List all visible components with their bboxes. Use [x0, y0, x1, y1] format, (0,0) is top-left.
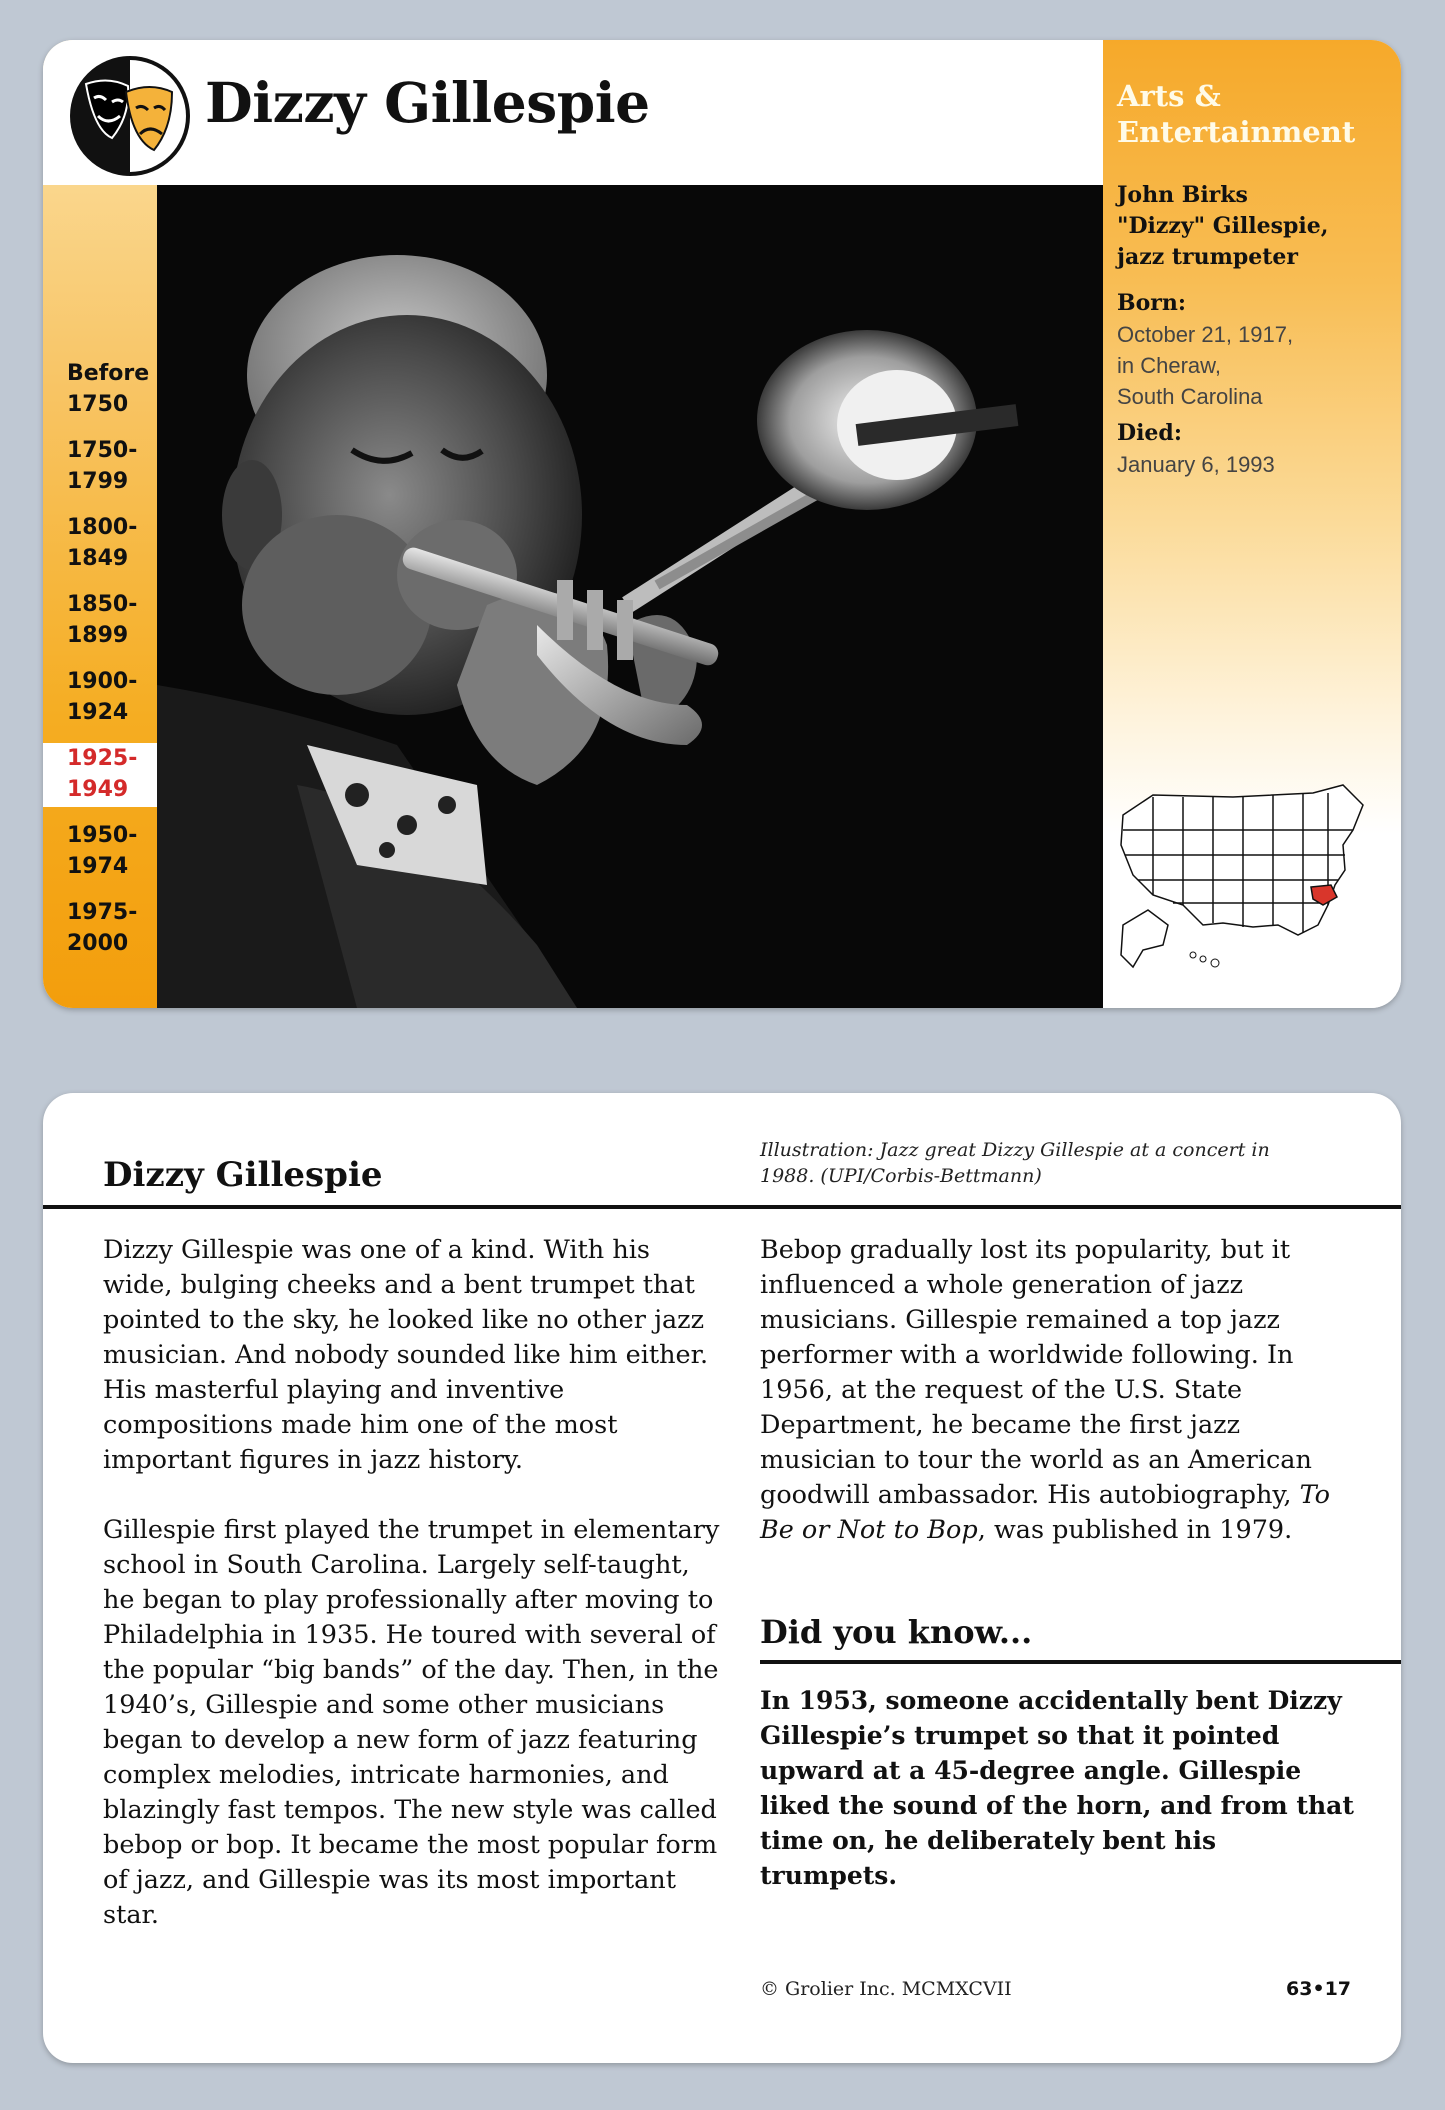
illustration-caption: [760, 1137, 1320, 1189]
us-map-icon: [1113, 775, 1383, 975]
era-label: 1850-: [67, 592, 138, 617]
trumpet-player-photo: [157, 185, 1103, 1008]
era-1800-1849: [43, 512, 157, 576]
facts: [1117, 288, 1387, 486]
era-label: 1750: [67, 392, 129, 417]
book-title: To Be or Not to Bop: [760, 1480, 1331, 1545]
left-column: [103, 1233, 723, 1968]
category-line: Arts &: [1117, 79, 1221, 113]
era-label: 1750-: [67, 438, 138, 463]
era-label: Before: [67, 361, 150, 386]
paragraph-2: Gillespie first played the trumpet in elementary school in South Carolina. Largely self-taught, he began to play professionally after moving to Philadelphia in 1935. He toured with several of the popular “big bands” of the day. Then, in the 1940’s, Gillespie and some other musicians began to develop a new form of jazz featuring complex melodies, intricate harmonies, and blazingly fast tempos. The new style was called bebop or bop. It became the most popular form of jazz, and Gillespie was its most important star.: [103, 1515, 720, 1930]
did-you-know-text: In 1953, someone accidentally bent Dizzy Gillespie’s trumpet so that it pointed upward at a 45-degree angle. Gillespie liked the sound of the horn, and from that time on, he deliberately bent his trumpets.: [760, 1686, 1354, 1890]
caption-line: Illustration: Jazz great Dizzy Gillespie at a concert in: [760, 1139, 1270, 1161]
copyright: © Grolier Inc. MCMXCVII: [760, 1978, 1012, 2000]
era-before-1750: [43, 358, 157, 422]
paragraph-3: [760, 1233, 1360, 1548]
back-card: [43, 1093, 1401, 2063]
era-1750-1799: [43, 435, 157, 499]
did-you-know-heading: Did you know...: [760, 1613, 1033, 1651]
era-1925-1949-active: [43, 743, 157, 807]
born-value: [1117, 319, 1387, 412]
back-title: Dizzy Gillespie: [103, 1155, 383, 1195]
born-label: Born:: [1117, 290, 1186, 316]
era-1850-1899: [43, 589, 157, 653]
subject-line: "Dizzy" Gillespie,: [1117, 213, 1329, 239]
era-label: 1974: [67, 854, 129, 879]
title-band: [43, 40, 1103, 185]
born-line: South Carolina: [1117, 384, 1263, 409]
era-label: 1799: [67, 469, 129, 494]
subject-line: John Birks: [1117, 182, 1248, 208]
subject-name: [1117, 180, 1387, 273]
subject-line: jazz trumpeter: [1117, 244, 1299, 270]
era-label: 2000: [67, 931, 129, 956]
born-line: in Cheraw,: [1117, 353, 1221, 378]
card-title: Dizzy Gillespie: [205, 70, 650, 135]
era-1950-1974: [43, 820, 157, 884]
caption-line: 1988. (UPI/Corbis-Bettmann): [760, 1165, 1042, 1187]
paragraph-3-text: Bebop gradually lost its popularity, but it influenced a whole generation of jazz musicians. Gillespie remained a top jazz performer with a worldwide following. In 1956, at the request of the U.S. State Department, he became the first jazz musician to tour the world as an American goodwill ambassador. His autobiography,: [760, 1235, 1312, 1510]
era-label: 1925-: [67, 746, 138, 771]
died-label: Died:: [1117, 420, 1182, 446]
died-value: January 6, 1993: [1117, 452, 1275, 477]
era-label: 1800-: [67, 515, 138, 540]
era-label: 1975-: [67, 900, 138, 925]
paragraph-3-end: , was published in 1979.: [977, 1515, 1293, 1545]
paragraph-1: Dizzy Gillespie was one of a kind. With his wide, bulging cheeks and a bent trumpet that pointed to the sky, he looked like no other jazz musician. And nobody sounded like him either. His masterful playing and inventive compositions made him one of the most important figures in jazz history.: [103, 1235, 709, 1475]
era-label: 1949: [67, 777, 129, 802]
musician-photo: [157, 185, 1103, 1008]
era-label: 1950-: [67, 823, 138, 848]
info-sidebar: [1103, 40, 1401, 1008]
era-label: 1924: [67, 700, 129, 725]
front-card: [43, 40, 1401, 1008]
era-label: 1849: [67, 546, 129, 571]
era-1975-2000: [43, 897, 157, 961]
category-line: Entertainment: [1117, 115, 1356, 149]
did-you-know-divider: [760, 1660, 1401, 1664]
right-column: [760, 1233, 1360, 1583]
category-label: [1117, 78, 1397, 150]
era-list: [43, 358, 157, 974]
born-line: October 21, 1917,: [1117, 322, 1294, 347]
theater-masks-icon: [68, 54, 192, 178]
era-label: 1900-: [67, 669, 138, 694]
title-divider: [43, 1205, 1401, 1209]
era-label: 1899: [67, 623, 129, 648]
card-number: 63•17: [1286, 1978, 1352, 2000]
era-1900-1924: [43, 666, 157, 730]
